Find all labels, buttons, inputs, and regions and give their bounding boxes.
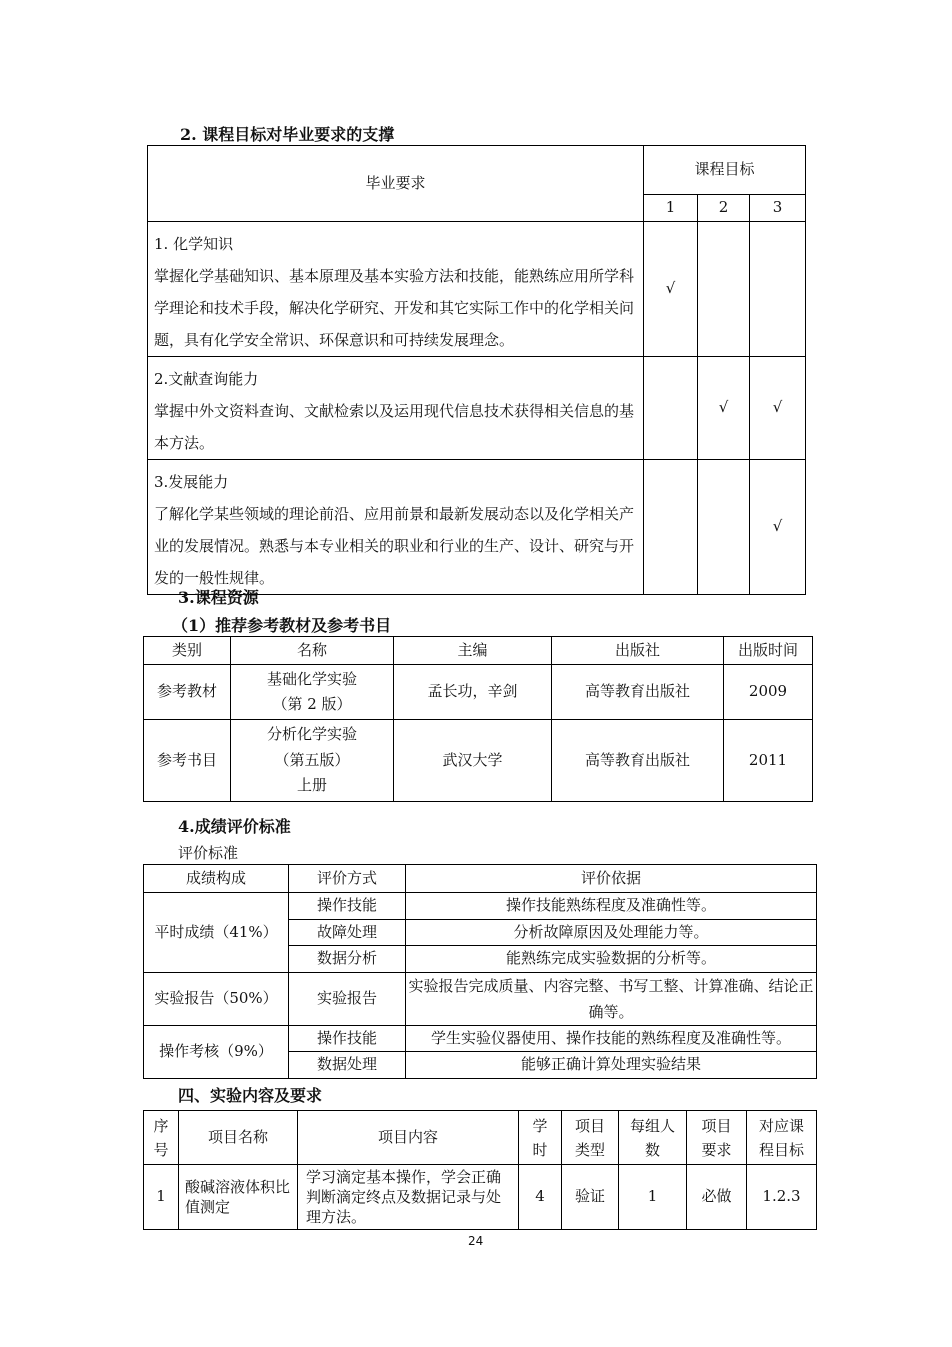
header-cell: 名称 (231, 637, 394, 665)
book-name (231, 665, 394, 720)
header-cell: 成绩构成 (144, 865, 289, 893)
book-editor: 武汉大学 (394, 720, 552, 802)
grade-method: 数据处理 (289, 1052, 406, 1079)
header-cell: 类别 (144, 637, 231, 665)
header-req: 项目 要求 (687, 1111, 747, 1165)
req-text: 掌握化学基础知识、基本原理及基本实验方法和技能，能熟练应用所学科学理论和技术手段，解决化学研究、开发和其它实际工作中的化学相关问题，具有化学安全常识、环保意识和可持续发展理念。 (154, 266, 635, 349)
header-type: 项目 类型 (562, 1111, 619, 1165)
col-req-header: 毕业要求 (148, 146, 644, 222)
grade-method: 操作技能 (289, 1025, 406, 1052)
grade-method: 实验报告 (289, 972, 406, 1025)
grade-method: 故障处理 (289, 919, 406, 946)
book-name-line: 分析化学实验 (266, 725, 357, 744)
header-seq: 序 号 (144, 1111, 179, 1165)
exp-content: 学习滴定基本操作，学会正确判断滴定终点及数据记录与处理方法。 (298, 1165, 519, 1230)
exp-req: 必做 (687, 1165, 747, 1230)
check-mark: √ (750, 459, 806, 594)
exp-seq: 1 (144, 1165, 179, 1230)
book-type: 参考书目 (144, 720, 231, 802)
grade-basis: 分析故障原因及处理能力等。 (406, 919, 817, 946)
header-name: 项目名称 (179, 1111, 298, 1165)
grade-group: 操作考核（9%） (144, 1025, 289, 1078)
check-mark (698, 221, 750, 356)
grade-method: 数据分析 (289, 946, 406, 973)
grade-group: 平时成绩（41%） (144, 893, 289, 973)
header-cell: 出版社 (552, 637, 724, 665)
book-type: 参考教材 (144, 665, 231, 720)
book-year: 2009 (724, 665, 813, 720)
book-name-line: （第 2 版） (272, 695, 352, 713)
req-text: 了解化学某些领域的理论前沿、应用前景和最新发展动态以及化学相关产业的发展情况。熟悉与本专业相关的职业和行业的生产、设计、研究与开发的一般性规律。 (154, 504, 635, 587)
grade-basis: 操作技能熟练程度及准确性等。 (406, 893, 817, 920)
textbook-table (143, 636, 813, 802)
header-per-group: 每组人 数 (619, 1111, 687, 1165)
book-name-line: （第五版） (274, 750, 350, 769)
header-cell: 评价方式 (289, 865, 406, 893)
check-mark (644, 356, 698, 459)
header-cell: 评价依据 (406, 865, 817, 893)
goal-num: 1 (644, 195, 698, 222)
book-name (231, 720, 394, 802)
grade-basis: 能熟练完成实验数据的分析等。 (406, 946, 817, 973)
check-mark (698, 459, 750, 594)
header-cell: 主编 (394, 637, 552, 665)
exp-type: 验证 (562, 1165, 619, 1230)
grade-method: 操作技能 (289, 893, 406, 920)
section4-sub: 评价标准 (178, 844, 239, 862)
exp-per-group: 1 (619, 1165, 687, 1230)
experiment-table (143, 1110, 817, 1230)
grade-basis: 学生实验仪器使用、操作技能的熟练程度及准确性等。 (406, 1025, 817, 1052)
section4-heading: 4.成绩评价标准 (178, 817, 291, 836)
check-mark: √ (698, 356, 750, 459)
goal-support-table (147, 145, 806, 595)
header-goal: 对应课 程目标 (747, 1111, 817, 1165)
req-row (148, 356, 644, 459)
goal-num: 2 (698, 195, 750, 222)
exp-name: 酸碱溶液体积比值测定 (179, 1165, 298, 1230)
goal-num: 3 (750, 195, 806, 222)
req-row (148, 459, 644, 594)
header-hours: 学 时 (519, 1111, 562, 1165)
section3-heading: 3.课程资源 (178, 588, 259, 607)
check-mark (644, 459, 698, 594)
check-mark (750, 221, 806, 356)
grading-table (143, 864, 817, 1079)
exp-goal: 1.2.3 (747, 1165, 817, 1230)
book-publisher: 高等教育出版社 (552, 720, 724, 802)
page-number: 24 (468, 1234, 484, 1248)
req-title: 3.发展能力 (154, 472, 229, 491)
book-publisher: 高等教育出版社 (552, 665, 724, 720)
check-mark: √ (750, 356, 806, 459)
grade-basis: 实验报告完成质量、内容完整、书写工整、计算准确、结论正确等。 (406, 972, 817, 1025)
req-title: 2.文献查询能力 (154, 369, 259, 388)
req-text: 掌握中外文资料查询、文献检索以及运用现代信息技术获得相关信息的基本方法。 (154, 401, 635, 452)
exp-hours: 4 (519, 1165, 562, 1230)
book-name-line: 基础化学实验 (266, 669, 357, 688)
req-title: 1. 化学知识 (154, 234, 234, 253)
header-content: 项目内容 (298, 1111, 519, 1165)
book-editor: 孟长功，辛剑 (394, 665, 552, 720)
section5-heading: 四、实验内容及要求 (178, 1086, 323, 1105)
book-year: 2011 (724, 720, 813, 802)
col-goal-header: 课程目标 (644, 146, 806, 195)
section2-heading: 2. 课程目标对毕业要求的支撑 (180, 125, 395, 144)
check-mark: √ (644, 221, 698, 356)
grade-group: 实验报告（50%） (144, 972, 289, 1025)
book-name-line: 上册 (296, 776, 327, 795)
grade-basis: 能够正确计算处理实验结果 (406, 1052, 817, 1079)
req-row (148, 221, 644, 356)
section3-sub: （1）推荐参考教材及参考书目 (172, 616, 392, 635)
header-cell: 出版时间 (724, 637, 813, 665)
